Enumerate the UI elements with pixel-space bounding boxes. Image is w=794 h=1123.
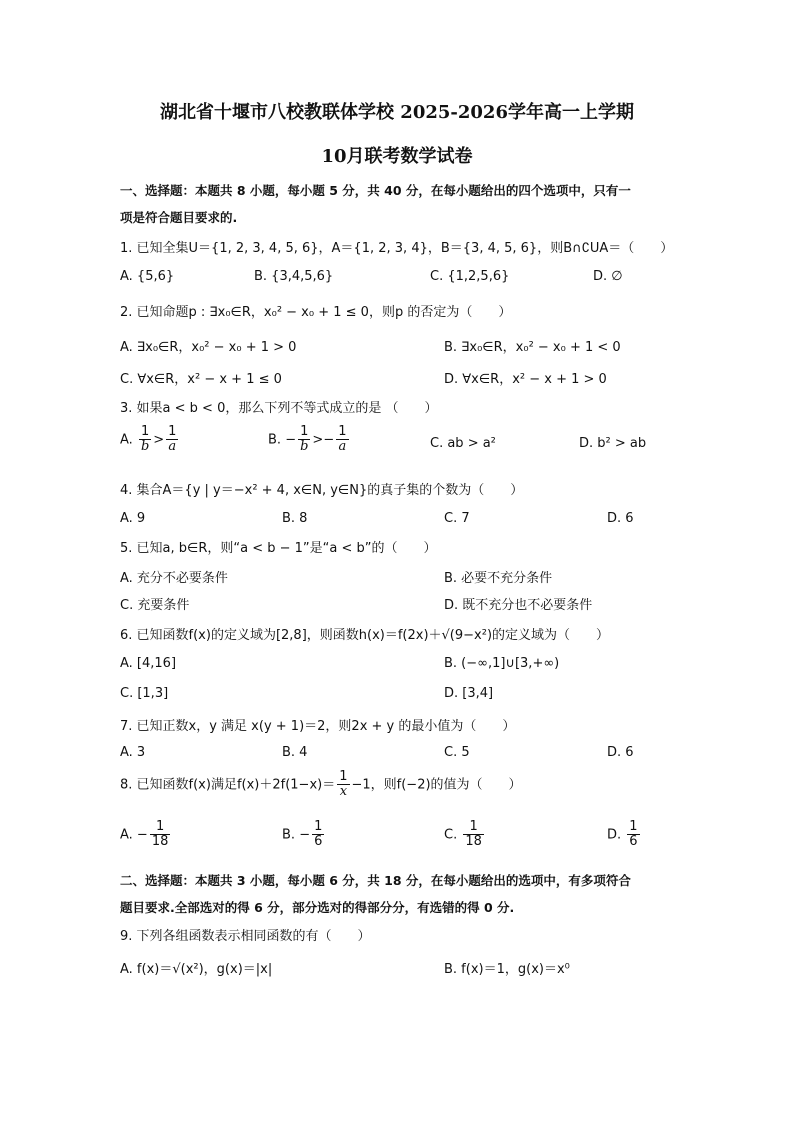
q6-option-c: C. [1,3]: [120, 686, 169, 701]
q4-option-b: B. 8: [282, 511, 308, 526]
q4-option-c: C. 7: [444, 511, 470, 526]
q1-option-b: B. {3,4,5,6}: [254, 269, 334, 284]
q8-option-c-label: C.: [444, 827, 458, 843]
q6-option-d: D. [3,4]: [444, 686, 494, 701]
q9-option-b: B. f(x)＝1，g(x)＝x⁰: [444, 962, 570, 977]
fraction: $\frac{1}{a}$: [338, 424, 347, 455]
q2-option-b: B. ∃x₀∈R，x₀² − x₀ + 1 < 0: [444, 340, 621, 355]
q8-stem-post: −1，则f(−2)的值为（ ）: [351, 777, 522, 793]
q3-stem: 3. 如果a < b < 0，那么下列不等式成立的是 （ ）: [120, 401, 438, 416]
fraction: $\frac{1}{6}$: [629, 819, 638, 850]
q3-option-b-label: B.: [268, 432, 282, 448]
q5-option-a: A. 充分不必要条件: [120, 571, 228, 586]
q3-option-c: C. ab > a²: [430, 436, 496, 451]
section2-heading-line2: 题目要求.全部选对的得 6 分，部分选对的得部分分，有选错的得 0 分.: [120, 900, 515, 915]
fraction: $\frac{1}{x}$: [339, 769, 348, 800]
q6-stem: 6. 已知函数f(x)的定义域为[2,8]，则函数h(x)＝f(2x)＋√(9−x²)的定义域为（ ）: [120, 628, 610, 643]
q5-option-d: D. 既不充分也不必要条件: [444, 598, 593, 613]
fraction: $\frac{1}{b}$: [300, 424, 309, 455]
q2-option-d: D. ∀x∈R，x² − x + 1 > 0: [444, 372, 607, 387]
q8-option-a-label: A.: [120, 827, 133, 843]
exam-title-line2: 10月联考数学试卷: [321, 146, 473, 167]
q4-option-d: D. 6: [607, 511, 634, 526]
q8-option-b-label: B.: [282, 827, 296, 843]
q8-option-c: [444, 820, 486, 850]
q7-stem: 7. 已知正数x，y 满足 x(y + 1)＝2，则2x + y 的最小值为（ ）: [120, 719, 516, 734]
q3-option-a: A. $\frac{1}{b}$ > $\frac{1}{a}$: [120, 424, 177, 455]
q9-stem: 9. 下列各组函数表示相同函数的有（ ）: [120, 929, 371, 944]
q8-option-a: A. − $\frac{1}{18}$: [120, 819, 169, 850]
q1-option-d: D. ∅: [593, 269, 623, 284]
section1-heading-line1: 一、选择题：本题共 8 小题，每小题 5 分，共 40 分，在每小题给出的四个选项中，只有一: [120, 183, 631, 198]
q5-option-c: C. 充要条件: [120, 598, 190, 613]
fraction: $\frac{1}{b}$: [140, 424, 150, 455]
fraction: $\frac{1}{6}$: [314, 819, 323, 850]
section2-heading-line1: 二、选择题：本题共 3 小题，每小题 6 分，共 18 分，在每小题给出的选项中，有多项符合: [120, 873, 631, 888]
q8-option-b: B. − $\frac{1}{6}$: [282, 819, 323, 850]
q3-option-d: D. b² > ab: [579, 436, 647, 451]
q7-option-c: C. 5: [444, 745, 470, 760]
q8-stem-pre: 8. 已知函数f(x)满足f(x)＋2f(1−x)＝: [120, 777, 336, 793]
q2-option-c: C. ∀x∈R，x² − x + 1 ≤ 0: [120, 372, 282, 387]
q4-stem: 4. 集合A＝{y | y＝−x² + 4, x∈N, y∈N}的真子集的个数为（ ）: [120, 483, 524, 498]
q8-option-d: [607, 820, 642, 850]
q1-option-c: C. {1,2,5,6}: [430, 269, 510, 284]
q8-stem: [120, 770, 522, 800]
q7-option-b: B. 4: [282, 745, 308, 760]
q1-stem: 1. 已知全集U＝{1, 2, 3, 4, 5, 6}，A＝{1, 2, 3, 4}，B＝{3, 4, 5, 6}，则B∩∁UA＝（ ）: [120, 241, 674, 256]
exam-title-line1: 湖北省十堰市八校教联体学校 2025-2026学年高一上学期: [160, 102, 634, 123]
q8-option-d-label: D.: [607, 827, 622, 843]
q5-option-b: B. 必要不充分条件: [444, 571, 553, 586]
q7-option-d: D. 6: [607, 745, 634, 760]
fraction: $\frac{1}{18}$: [465, 819, 482, 850]
fraction: $\frac{1}{18}$: [151, 819, 169, 850]
q2-option-a: A. ∃x₀∈R，x₀² − x₀ + 1 > 0: [120, 340, 297, 355]
section1-heading-line2: 项是符合题目要求的.: [120, 210, 238, 225]
fraction: $\frac{1}{a}$: [168, 424, 177, 455]
q6-option-b: B. (−∞,1]∪[3,+∞): [444, 656, 560, 671]
q6-option-a: A. [4,16]: [120, 656, 177, 671]
q3-option-a-label: A.: [120, 432, 133, 448]
q2-stem: 2. 已知命题p : ∃x₀∈R，x₀² − x₀ + 1 ≤ 0，则p 的否定为（ ）: [120, 305, 512, 320]
q1-option-a: A. {5,6}: [120, 269, 175, 284]
q4-option-a: A. 9: [120, 511, 146, 526]
q3-option-b: B. − $\frac{1}{b}$ >− $\frac{1}{a}$: [268, 424, 347, 455]
q5-stem: 5. 已知a, b∈R，则“a < b − 1”是“a < b”的（ ）: [120, 541, 437, 556]
q9-option-a: A. f(x)＝√(x²)，g(x)＝|x|: [120, 962, 273, 977]
q7-option-a: A. 3: [120, 745, 146, 760]
